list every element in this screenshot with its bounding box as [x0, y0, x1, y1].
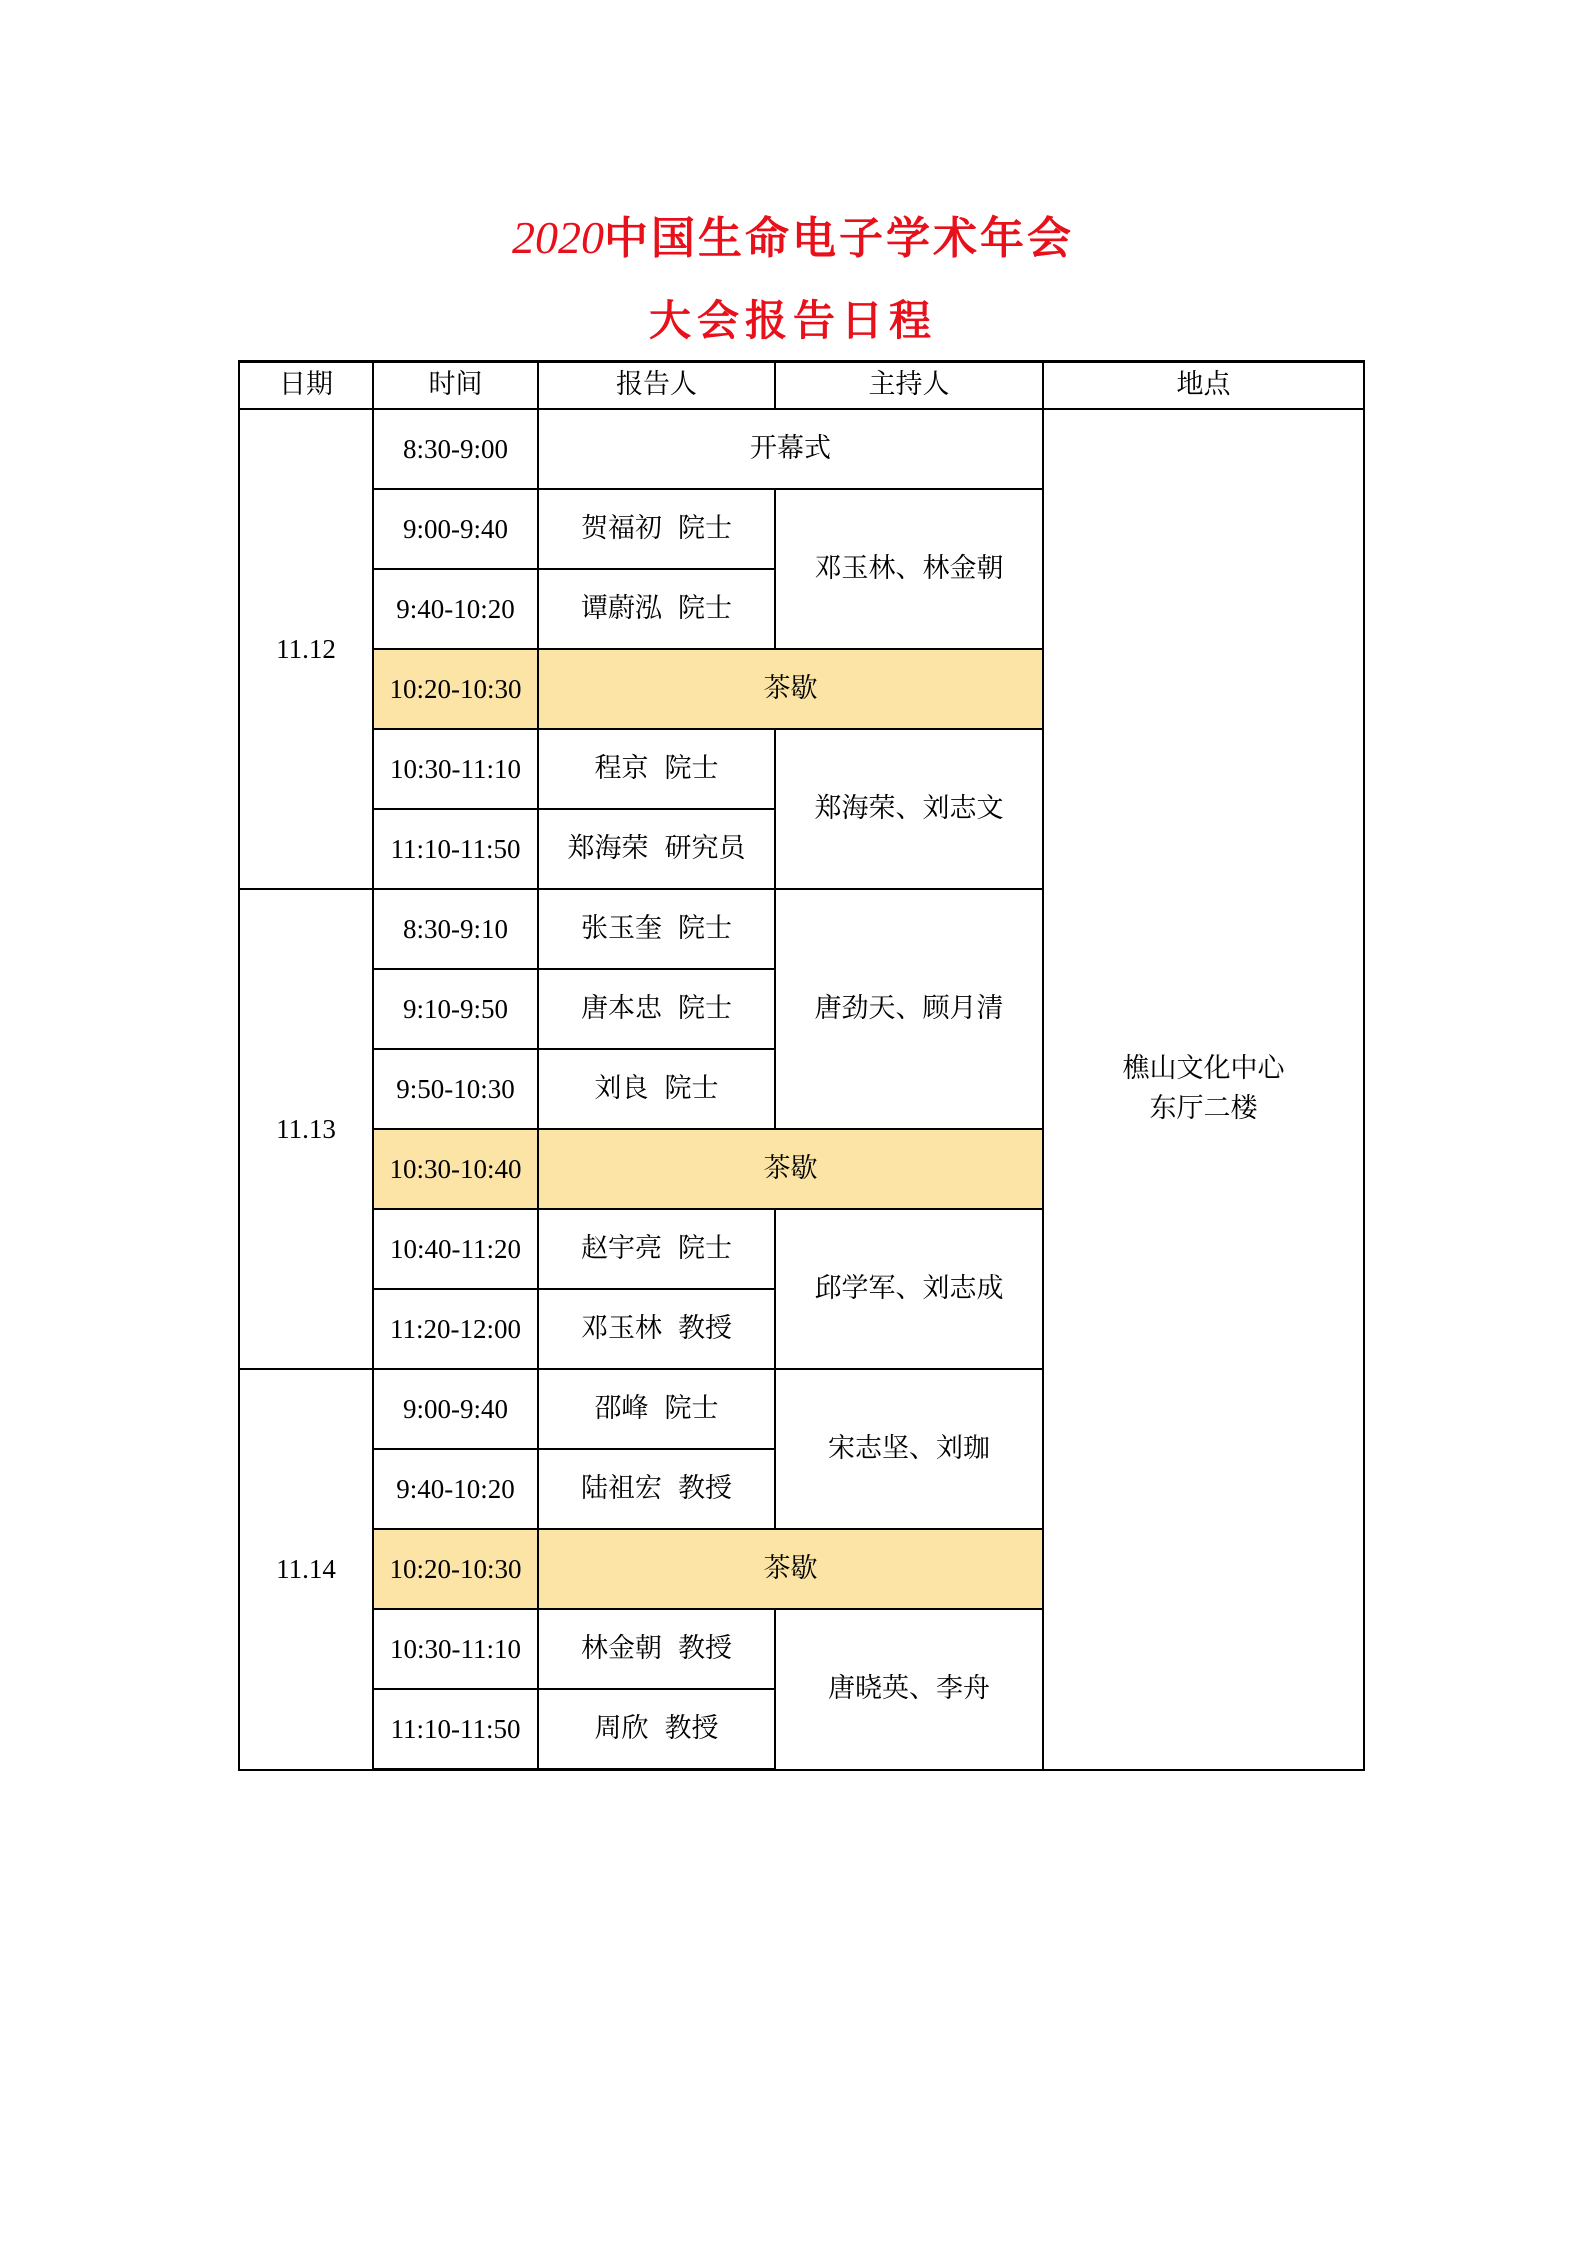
speaker-name: 周欣: [594, 1712, 649, 1744]
speaker-cell: [538, 1449, 775, 1529]
speaker-title: 院士: [664, 1072, 719, 1104]
header-speaker: 报告人: [538, 362, 775, 410]
speaker-cell: [538, 569, 775, 649]
header-location: 地点: [1043, 362, 1364, 410]
speaker-name: 程京: [594, 752, 649, 784]
speaker-cell: [538, 1369, 775, 1449]
conference-year: 2020: [512, 212, 604, 263]
speaker-name: 郑海荣: [567, 832, 649, 864]
speaker-cell: [538, 1289, 775, 1369]
speaker-name: 张玉奎: [581, 912, 662, 944]
host-cell: 唐劲天、顾月清: [775, 889, 1043, 1129]
host-cell: 邱学军、刘志成: [775, 1209, 1043, 1369]
tea-break-cell: 茶歇: [538, 1129, 1043, 1209]
speaker-name: 赵宇亮: [581, 1232, 662, 1264]
speaker-title: 教授: [678, 1632, 732, 1664]
time-cell: 10:40-11:20: [373, 1209, 538, 1289]
speaker-name: 邓玉林: [581, 1312, 662, 1344]
location-line-1: 樵山文化中心: [1122, 1052, 1285, 1084]
conference-title: [0, 202, 1586, 266]
schedule-subtitle: 大会报告日程: [648, 296, 937, 345]
speaker-name: 林金朝: [581, 1632, 662, 1664]
speaker-title: 院士: [678, 512, 732, 544]
speaker-name: 唐本忠: [581, 992, 662, 1024]
speaker-cell: [538, 809, 775, 889]
time-cell: 11:20-12:00: [373, 1289, 538, 1369]
time-cell: 8:30-9:00: [373, 409, 538, 489]
time-cell: 8:30-9:10: [373, 889, 538, 969]
speaker-cell: [538, 889, 775, 969]
time-cell: 10:30-11:10: [373, 1609, 538, 1689]
host-cell: 邓玉林、林金朝: [775, 489, 1043, 649]
time-cell: 10:30-11:10: [373, 729, 538, 809]
time-cell: 9:50-10:30: [373, 1049, 538, 1129]
speaker-name: 贺福初: [581, 512, 662, 544]
time-cell: 11:10-11:50: [373, 809, 538, 889]
date-cell: 11.14: [239, 1369, 373, 1770]
break-time-cell: 10:30-10:40: [373, 1129, 538, 1209]
time-cell: 9:10-9:50: [373, 969, 538, 1049]
table-row: [239, 409, 1364, 489]
host-cell: 宋志坚、刘珈: [775, 1369, 1043, 1529]
host-cell: 郑海荣、刘志文: [775, 729, 1043, 889]
speaker-cell: [538, 969, 775, 1049]
speaker-cell: [538, 1049, 775, 1129]
conference-name: 中国生命电子学术年会: [604, 213, 1074, 264]
speaker-title: 院士: [664, 1392, 719, 1424]
time-cell: 9:00-9:40: [373, 489, 538, 569]
header-host: 主持人: [775, 362, 1043, 410]
speaker-title: 研究员: [664, 832, 746, 864]
opening-ceremony-cell: 开幕式: [538, 409, 1043, 489]
speaker-title: 院士: [678, 912, 732, 944]
speaker-title: 院士: [678, 592, 732, 624]
speaker-cell: [538, 1609, 775, 1689]
host-cell: 唐晓英、李舟: [775, 1609, 1043, 1770]
speaker-title: 院士: [678, 1232, 732, 1264]
speaker-title: 院士: [678, 992, 732, 1024]
speaker-cell: [538, 1209, 775, 1289]
speaker-name: 刘良: [594, 1072, 649, 1104]
break-time-cell: 10:20-10:30: [373, 649, 538, 729]
speaker-cell: [538, 489, 775, 569]
speaker-name: 谭蔚泓: [581, 592, 662, 624]
schedule-table: [238, 360, 1365, 1771]
speaker-cell: [538, 1689, 775, 1770]
break-time-cell: 10:20-10:30: [373, 1529, 538, 1609]
location-cell: [1043, 409, 1364, 1770]
time-cell: 11:10-11:50: [373, 1689, 538, 1770]
tea-break-cell: 茶歇: [538, 1529, 1043, 1609]
date-cell: 11.12: [239, 409, 373, 889]
header-date: 日期: [239, 362, 373, 410]
time-cell: 9:40-10:20: [373, 1449, 538, 1529]
speaker-title: 教授: [678, 1472, 732, 1504]
tea-break-cell: 茶歇: [538, 649, 1043, 729]
speaker-title: 院士: [664, 752, 719, 784]
speaker-title: 教授: [678, 1312, 732, 1344]
speaker-name: 陆祖宏: [581, 1472, 662, 1504]
speaker-cell: [538, 729, 775, 809]
date-cell: 11.13: [239, 889, 373, 1369]
speaker-title: 教授: [664, 1712, 719, 1744]
header-row: [239, 362, 1364, 410]
speaker-name: 邵峰: [594, 1392, 649, 1424]
location-line-2: 东厅二楼: [1149, 1093, 1258, 1125]
time-cell: 9:40-10:20: [373, 569, 538, 649]
time-cell: 9:00-9:40: [373, 1369, 538, 1449]
header-time: 时间: [373, 362, 538, 410]
